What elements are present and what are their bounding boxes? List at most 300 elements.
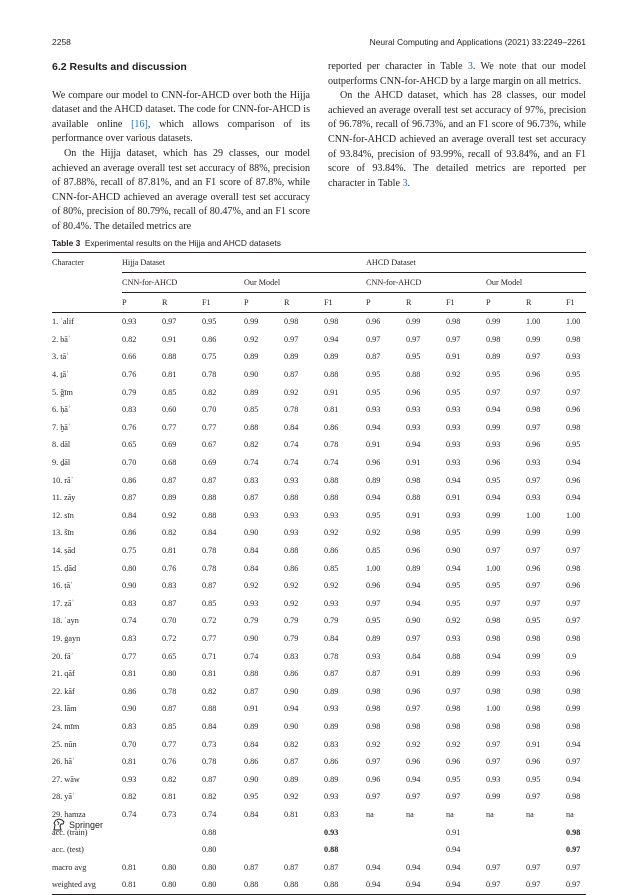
table-cell: 0.74 [202, 809, 217, 819]
table-cell: 0.96 [566, 581, 581, 591]
table-cell: 0.96 [366, 458, 381, 468]
table-cell: 0.70 [122, 458, 137, 468]
metric-header: R [526, 293, 566, 313]
row-label: 24. mīm [52, 721, 80, 731]
table-cell: 0.74 [324, 458, 339, 468]
results-table [52, 252, 586, 895]
table-cell: 0.92 [244, 581, 259, 591]
table-cell: 0.95 [486, 475, 501, 485]
table-cell: 0.92 [284, 792, 299, 802]
table-cell: 0.83 [324, 739, 339, 749]
running-header: Neural Computing and Applications (2021) 33:2249–2261 [369, 37, 586, 47]
table-cell: 0.97 [486, 862, 501, 872]
table-cell: 0.95 [366, 510, 381, 520]
table-cell: 0.76 [162, 563, 177, 573]
table-cell: 0.81 [284, 809, 299, 819]
table-cell: 0.89 [406, 563, 421, 573]
table-row [52, 700, 586, 718]
table-cell: 0.95 [566, 370, 581, 380]
row-label: 13. šīn [52, 528, 74, 538]
paragraph: On the Hijja dataset, which has 29 classes, our model achieved an average overall test set accuracy of 88%, precision of 87.88%, recall of 87.81%, and an F1 score of 87.8%, while CNN-for-AHCD achieved an average overall test set accuracy of 80%, precision of 80.79%, recall of 80.47%, and an F1 score of 80.4%. The detailed metrics are [52, 147, 310, 232]
section-title: 6.2 Results and discussion [52, 61, 187, 73]
table-cell: 0.98 [526, 686, 541, 696]
table-ref-link[interactable]: 3 [467, 61, 473, 72]
table-cell: 0.71 [202, 651, 217, 661]
table-cell: 0.87 [284, 862, 299, 872]
table-cell: 0.91 [406, 669, 421, 679]
table-cell: 0.94 [566, 458, 581, 468]
metric-header: F1 [202, 293, 244, 313]
table-row [52, 823, 586, 841]
table-row [52, 436, 586, 454]
table-row [52, 665, 586, 683]
table-row [52, 858, 586, 876]
table-row [52, 331, 586, 349]
table-cell: na [526, 809, 534, 819]
table-cell [406, 823, 446, 841]
table-cell: 0.93 [446, 458, 461, 468]
table-cell: 0.74 [244, 651, 259, 661]
table-cell: 0.88 [202, 510, 217, 520]
table-cell: 0.97 [566, 862, 581, 872]
table-cell: 0.93 [446, 422, 461, 432]
table-cell: 0.93 [284, 475, 299, 485]
table-cell [284, 841, 324, 859]
table-cell: 1.00 [526, 510, 541, 520]
table-cell: 0.86 [324, 422, 339, 432]
table-cell: 0.84 [244, 546, 259, 556]
table-cell: 0.82 [202, 387, 217, 397]
table-cell: 0.85 [162, 387, 177, 397]
table-cell: 0.85 [366, 546, 381, 556]
table-cell: 0.96 [366, 774, 381, 784]
table-cell: 0.94 [406, 440, 421, 450]
table-cell: 0.78 [324, 651, 339, 661]
table-cell: 0.77 [202, 422, 217, 432]
table-cell: 0.97 [486, 598, 501, 608]
table-cell: 0.65 [162, 651, 177, 661]
table-cell: 0.88 [406, 370, 421, 380]
table-cell: 0.87 [162, 475, 177, 485]
table-cell: 0.94 [446, 845, 461, 855]
table-cell: 0.97 [566, 757, 581, 767]
page-number: 2258 [52, 37, 71, 47]
table-cell: 0.86 [202, 334, 217, 344]
row-label: 1. ʾalif [52, 317, 74, 327]
table-cell: 0.87 [284, 370, 299, 380]
table-cell: 0.89 [244, 721, 259, 731]
metric-header: R [284, 293, 324, 313]
table-cell: 0.97 [526, 598, 541, 608]
table-row [52, 577, 586, 595]
table-cell: na [566, 809, 574, 819]
table-cell: 0.81 [162, 370, 177, 380]
table-cell: 0.69 [162, 440, 177, 450]
table-cell: 0.97 [566, 546, 581, 556]
model-header: CNN-for-AHCD [122, 273, 244, 293]
table-cell: 0.92 [406, 739, 421, 749]
table-cell: 0.89 [324, 686, 339, 696]
table-cell: 0.74 [284, 458, 299, 468]
table-body [52, 313, 586, 895]
table-cell: 0.87 [122, 493, 137, 503]
table-cell: 0.99 [486, 510, 501, 520]
table-cell: 0.84 [202, 528, 217, 538]
table-cell: 0.95 [526, 774, 541, 784]
table-cell: 0.91 [446, 352, 461, 362]
table-cell: 0.97 [406, 334, 421, 344]
row-label: 23. lām [52, 704, 77, 714]
table-cell: 0.88 [202, 704, 217, 714]
table-cell: 0.94 [566, 493, 581, 503]
table-cell: 0.81 [122, 876, 162, 894]
table-cell: 0.88 [202, 493, 217, 503]
table-cell: 0.94 [486, 493, 501, 503]
table-cell: 0.73 [202, 739, 217, 749]
table-cell: 0.95 [446, 528, 461, 538]
table-cell: 0.97 [566, 387, 581, 397]
table-cell: 0.80 [202, 862, 217, 872]
table-cell: 0.98 [526, 633, 541, 643]
table-cell: 0.88 [324, 845, 339, 855]
table-cell: 0.88 [446, 651, 461, 661]
table-cell: 0.97 [366, 334, 381, 344]
table-cell: 0.83 [324, 809, 339, 819]
table-row [52, 313, 586, 331]
table-cell: 0.60 [162, 405, 177, 415]
table-cell: 0.78 [202, 757, 217, 767]
table-cell: 0.93 [366, 651, 381, 661]
table-cell: 0.76 [162, 757, 177, 767]
table-cell: 0.98 [566, 721, 581, 731]
table-cell: 0.89 [244, 352, 259, 362]
metric-header: F1 [324, 293, 366, 313]
table-cell: 0.86 [122, 686, 137, 696]
table-cell [244, 841, 284, 859]
table-cell: 0.96 [526, 370, 541, 380]
table-cell: 0.91 [366, 440, 381, 450]
table-cell: 0.93 [244, 598, 259, 608]
table-cell: 0.84 [122, 510, 137, 520]
table-cell: 0.94 [406, 581, 421, 591]
row-label: acc. (train) [52, 827, 88, 837]
table-cell: 0.94 [446, 563, 461, 573]
table-cell: 0.97 [366, 792, 381, 802]
table-cell: 0.89 [324, 774, 339, 784]
model-header: Our Model [244, 273, 366, 293]
table-cell: 0.87 [202, 581, 217, 591]
table-cell: 0.97 [486, 387, 501, 397]
table-cell: 0.94 [366, 876, 406, 894]
table-cell: 0.94 [446, 862, 461, 872]
table-cell: 0.91 [406, 458, 421, 468]
table-cell: 0.86 [244, 757, 259, 767]
table-cell: 0.72 [202, 616, 217, 626]
table-cell: 0.95 [244, 792, 259, 802]
table-cell: 0.89 [486, 352, 501, 362]
table-cell: 0.87 [324, 669, 339, 679]
table-cell: 0.96 [526, 757, 541, 767]
table-cell: 0.95 [486, 581, 501, 591]
table-cell: 0.98 [566, 827, 581, 837]
table-cell: 0.97 [566, 616, 581, 626]
table-cell: 0.97 [486, 876, 526, 894]
table-cell: 0.93 [284, 528, 299, 538]
table-cell: 0.97 [486, 546, 501, 556]
table-cell: 0.98 [566, 563, 581, 573]
table-cell: 0.79 [122, 387, 137, 397]
table-cell: 0.82 [122, 792, 137, 802]
table-ref-link[interactable]: 3 [402, 177, 408, 189]
table-cell [366, 841, 406, 859]
table-row [52, 682, 586, 700]
table-cell: 1.00 [486, 704, 501, 714]
table-cell [122, 841, 162, 859]
citation-link[interactable]: [16] [131, 118, 148, 130]
table-cell: 0.79 [244, 616, 259, 626]
metric-header: R [162, 293, 202, 313]
table-cell: 0.96 [406, 686, 421, 696]
row-label: 9. ḏāl [52, 458, 71, 468]
table-cell: 0.83 [122, 633, 137, 643]
table-cell: 0.99 [406, 317, 421, 327]
table-cell: 0.90 [406, 616, 421, 626]
table-cell: na [406, 809, 414, 819]
table-cell: 0.90 [244, 774, 259, 784]
table-cell: 0.93 [366, 405, 381, 415]
table-cell: 0.90 [122, 704, 137, 714]
table-cell: 0.93 [284, 510, 299, 520]
table-cell: 0.95 [446, 387, 461, 397]
table-cell: 0.96 [526, 563, 541, 573]
table-cell: 0.88 [324, 475, 339, 485]
table-row [52, 718, 586, 736]
table-cell [486, 823, 526, 841]
table-cell: 0.90 [122, 581, 137, 591]
table-cell: 0.78 [324, 440, 339, 450]
table-cell: 0.97 [526, 422, 541, 432]
table-cell: 0.92 [446, 739, 461, 749]
table-cell: 0.99 [526, 651, 541, 661]
table-cell [526, 823, 566, 841]
row-label: 10. rāʾ [52, 475, 74, 485]
table-cell: 0.83 [162, 581, 177, 591]
table-cell: 0.93 [324, 792, 339, 802]
table-cell: 0.85 [202, 598, 217, 608]
paragraph: We compare our model to CNN-for-AHCD over both the Hijja dataset and the AHCD dataset. The code for CNN-for-AHCD is available online [16], which allows comparison of its performance over various datasets. [52, 89, 310, 145]
left-column [52, 60, 310, 235]
table-cell: 0.97 [526, 475, 541, 485]
table-cell: 0.89 [284, 774, 299, 784]
table-row [52, 348, 586, 366]
table-cell: 0.89 [366, 475, 381, 485]
table-cell: 0.95 [446, 598, 461, 608]
table-cell: 0.98 [406, 528, 421, 538]
model-header-row [52, 273, 586, 293]
table-row [52, 630, 586, 648]
table-cell: 0.93 [446, 405, 461, 415]
table-cell: 0.80 [162, 862, 177, 872]
dataset-header-row [52, 253, 586, 273]
table-cell: 0.98 [284, 317, 299, 327]
table-caption: Table 3 Experimental results on the Hijja and AHCD datasets [52, 238, 281, 248]
row-label: 6. ḥāʾ [52, 405, 71, 415]
table-cell: 0.89 [244, 387, 259, 397]
table-cell: 0.83 [122, 405, 137, 415]
table-cell: 0.89 [162, 493, 177, 503]
table-cell: 0.97 [366, 757, 381, 767]
table-cell: 0.97 [486, 739, 501, 749]
table-cell: 0.79 [324, 616, 339, 626]
table-cell: 1.00 [526, 317, 541, 327]
table-cell: 0.95 [486, 370, 501, 380]
table-cell [526, 841, 566, 859]
table-cell: 0.98 [446, 721, 461, 731]
table-cell: 0.87 [202, 774, 217, 784]
table-cell: 0.89 [324, 352, 339, 362]
table-cell: 0.99 [244, 317, 259, 327]
table-cell: 0.82 [284, 739, 299, 749]
table-cell: 0.97 [526, 581, 541, 591]
table-cell: 0.78 [202, 563, 217, 573]
table-row [52, 595, 586, 613]
table-cell: 0.99 [486, 528, 501, 538]
table-row [52, 542, 586, 560]
table-cell: 0.91 [446, 493, 461, 503]
table-cell: 0.66 [122, 352, 137, 362]
table-cell: 0.90 [244, 528, 259, 538]
table-row [52, 454, 586, 472]
row-label: 11. zāy [52, 493, 76, 503]
table-cell: 0.69 [202, 458, 217, 468]
table-row [52, 841, 586, 859]
table-cell: 0.97 [446, 334, 461, 344]
table-cell: 0.88 [324, 370, 339, 380]
row-label: 12. sīn [52, 510, 74, 520]
table-cell: 0.92 [284, 387, 299, 397]
table-cell: 0.88 [324, 493, 339, 503]
table-cell: 0.98 [324, 317, 339, 327]
table-cell: 0.82 [162, 774, 177, 784]
row-label: 2. bāʾ [52, 334, 71, 344]
table-cell: 0.84 [244, 809, 259, 819]
table-row [52, 489, 586, 507]
table-cell: 0.91 [526, 739, 541, 749]
table-cell: 0.94 [566, 774, 581, 784]
table-cell: 0.99 [486, 317, 501, 327]
table-cell: 0.87 [284, 757, 299, 767]
table-cell: 0.87 [162, 598, 177, 608]
table-cell: 0.95 [526, 616, 541, 626]
table-row [52, 524, 586, 542]
table-cell: 0.77 [202, 633, 217, 643]
table-cell: 0.74 [122, 809, 137, 819]
table-cell: 0.96 [406, 546, 421, 556]
table-cell: 0.92 [284, 598, 299, 608]
table-cell: 0.96 [566, 405, 581, 415]
table-cell: 0.77 [122, 651, 137, 661]
table-cell: 0.88 [284, 876, 324, 894]
table-cell: 0.93 [446, 510, 461, 520]
table-cell [244, 823, 284, 841]
table-cell: na [446, 809, 454, 819]
table-cell: 0.95 [566, 440, 581, 450]
row-label: 4. ṯāʾ [52, 370, 69, 380]
table-cell: 0.99 [566, 704, 581, 714]
table-cell: 0.98 [526, 704, 541, 714]
table-cell: 0.82 [122, 334, 137, 344]
table-cell: 0.98 [446, 317, 461, 327]
table-cell: 0.86 [122, 475, 137, 485]
table-cell: 0.89 [446, 669, 461, 679]
table-row [52, 471, 586, 489]
table-cell: 0.98 [486, 334, 501, 344]
metric-header: R [406, 293, 446, 313]
table-cell: 0.97 [526, 876, 566, 894]
table-row [52, 401, 586, 419]
row-label: 22. kāf [52, 686, 75, 696]
table-cell: 0.85 [244, 405, 259, 415]
table-cell: 0.88 [284, 546, 299, 556]
row-label: 26. hāʾ [52, 757, 75, 767]
row-label: 20. fāʾ [52, 651, 74, 661]
table-cell: 0.93 [526, 493, 541, 503]
right-column [328, 60, 586, 191]
table-cell: 0.96 [566, 475, 581, 485]
table-cell: 0.93 [122, 774, 137, 784]
table-cell: 0.83 [122, 598, 137, 608]
model-header: CNN-for-AHCD [366, 273, 486, 293]
table-row [52, 559, 586, 577]
table-cell: 0.94 [406, 876, 446, 894]
table-cell: 0.97 [284, 334, 299, 344]
table-cell: 0.97 [526, 862, 541, 872]
table-cell: 0.92 [324, 528, 339, 538]
table-cell: 0.98 [566, 422, 581, 432]
table-cell [366, 823, 406, 841]
ahcd-header: AHCD Dataset [366, 253, 586, 273]
table-cell: 0.81 [122, 862, 137, 872]
metric-header: P [244, 293, 284, 313]
table-cell: 0.98 [446, 704, 461, 714]
table-cell: 0.91 [162, 334, 177, 344]
table-cell: 0.94 [366, 422, 381, 432]
table-cell: 0.92 [324, 581, 339, 591]
table-cell: 0.97 [162, 317, 177, 327]
table-cell: 0.88 [162, 352, 177, 362]
table-cell: 0.94 [566, 739, 581, 749]
table-cell: 0.92 [162, 510, 177, 520]
table-cell: 0.91 [446, 827, 461, 837]
table-cell: 0.97 [366, 598, 381, 608]
paragraph: On the AHCD dataset, which has 28 classes, our model achieved an average overall test set accuracy of 97%, precision of 96.78%, recall of 96.73%, and an F1 score of 96.73%, while CNN-for-AHCD achieved an average overall test set accuracy of 93.84%, precision of 93.99%, recall of 93.84%, and an F1 score of 93.84%. The detailed metrics are reported per character in Table 3. [328, 90, 586, 189]
table-cell: 0.97 [526, 352, 541, 362]
metric-header: P [486, 293, 526, 313]
table-cell: 0.96 [406, 387, 421, 397]
table-cell: 0.80 [162, 669, 177, 679]
table-cell: 0.87 [366, 669, 381, 679]
table-cell: 0.99 [526, 528, 541, 538]
table-cell: 0.86 [324, 757, 339, 767]
table-cell: 0.86 [324, 546, 339, 556]
table-cell: 0.98 [366, 704, 381, 714]
publisher-footer [52, 818, 103, 831]
table-cell: 0.92 [366, 528, 381, 538]
table-cell: 0.97 [446, 686, 461, 696]
table-cell: 0.97 [566, 845, 581, 855]
table-cell: 0.86 [122, 528, 137, 538]
table-cell: 0.94 [446, 475, 461, 485]
